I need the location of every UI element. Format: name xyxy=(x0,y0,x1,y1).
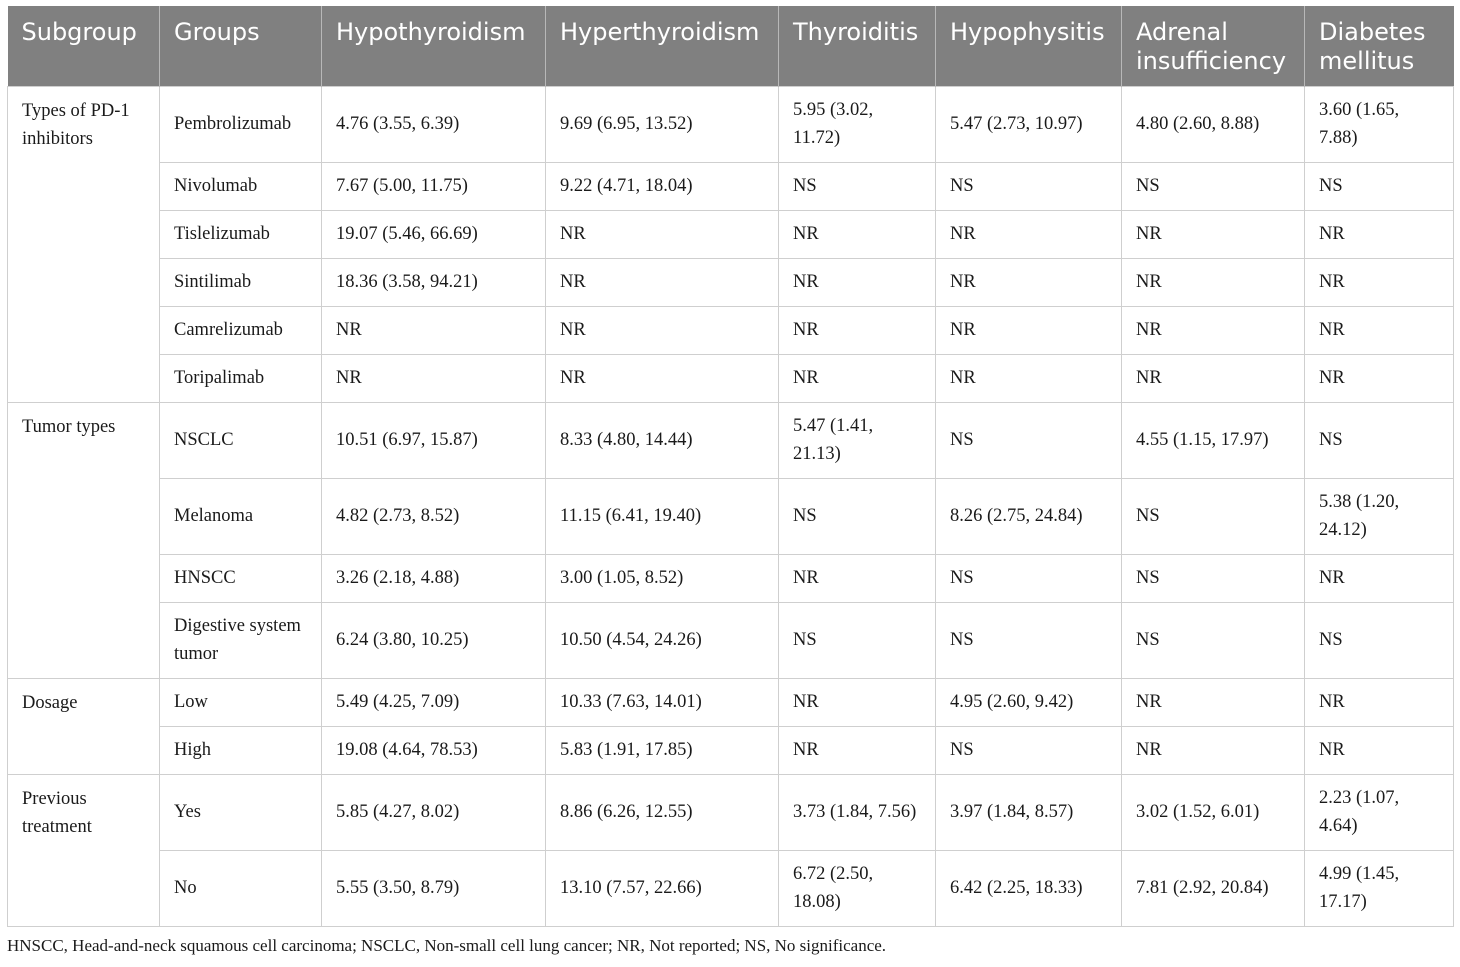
subgroup-cell: Dosage xyxy=(8,679,160,775)
subgroup-cell: Types of PD-1 inhibitors xyxy=(8,87,160,403)
table-row xyxy=(8,679,1454,727)
table-body xyxy=(8,87,1454,927)
table-container xyxy=(7,6,1453,927)
value-cell: NR xyxy=(779,307,936,355)
value-cell: NR xyxy=(546,211,779,259)
group-cell: High xyxy=(160,727,322,775)
value-cell: NR xyxy=(779,355,936,403)
group-cell: Nivolumab xyxy=(160,163,322,211)
group-cell: Tislelizumab xyxy=(160,211,322,259)
value-cell: NR xyxy=(1305,211,1454,259)
header-cell: Thyroiditis xyxy=(779,6,936,87)
value-cell: 18.36 (3.58, 94.21) xyxy=(322,259,546,307)
value-cell: NS xyxy=(779,479,936,555)
value-cell: NR xyxy=(779,211,936,259)
value-cell: 11.15 (6.41, 19.40) xyxy=(546,479,779,555)
value-cell: 4.80 (2.60, 8.88) xyxy=(1122,87,1305,163)
group-cell: HNSCC xyxy=(160,555,322,603)
value-cell: NS xyxy=(936,603,1122,679)
value-cell: NR xyxy=(936,259,1122,307)
value-cell: NR xyxy=(936,355,1122,403)
value-cell: NS xyxy=(936,727,1122,775)
value-cell: 5.47 (2.73, 10.97) xyxy=(936,87,1122,163)
value-cell: 4.82 (2.73, 8.52) xyxy=(322,479,546,555)
value-cell: 8.86 (6.26, 12.55) xyxy=(546,775,779,851)
group-cell: Sintilimab xyxy=(160,259,322,307)
value-cell: NR xyxy=(546,307,779,355)
table-row xyxy=(8,307,1454,355)
value-cell: 5.47 (1.41, 21.13) xyxy=(779,403,936,479)
header-cell: Hypophysitis xyxy=(936,6,1122,87)
group-cell: Pembrolizumab xyxy=(160,87,322,163)
value-cell: 5.85 (4.27, 8.02) xyxy=(322,775,546,851)
value-cell: 4.76 (3.55, 6.39) xyxy=(322,87,546,163)
value-cell: 6.42 (2.25, 18.33) xyxy=(936,851,1122,927)
group-cell: Yes xyxy=(160,775,322,851)
value-cell: NR xyxy=(1305,555,1454,603)
value-cell: NR xyxy=(1305,355,1454,403)
value-cell: NR xyxy=(779,259,936,307)
group-cell: Low xyxy=(160,679,322,727)
subgroup-cell: Tumor types xyxy=(8,403,160,679)
value-cell: NS xyxy=(1122,479,1305,555)
value-cell: 3.00 (1.05, 8.52) xyxy=(546,555,779,603)
table-row xyxy=(8,211,1454,259)
value-cell: 2.23 (1.07, 4.64) xyxy=(1305,775,1454,851)
value-cell: 5.83 (1.91, 17.85) xyxy=(546,727,779,775)
table-row xyxy=(8,851,1454,927)
value-cell: 3.97 (1.84, 8.57) xyxy=(936,775,1122,851)
header-cell: Adrenal insufficiency xyxy=(1122,6,1305,87)
value-cell: 3.26 (2.18, 4.88) xyxy=(322,555,546,603)
header-cell: Groups xyxy=(160,6,322,87)
group-cell: No xyxy=(160,851,322,927)
table-row xyxy=(8,479,1454,555)
value-cell: 5.55 (3.50, 8.79) xyxy=(322,851,546,927)
table-row xyxy=(8,727,1454,775)
value-cell: 4.95 (2.60, 9.42) xyxy=(936,679,1122,727)
group-cell: Camrelizumab xyxy=(160,307,322,355)
value-cell: NS xyxy=(1122,603,1305,679)
value-cell: 3.60 (1.65, 7.88) xyxy=(1305,87,1454,163)
value-cell: NS xyxy=(1305,603,1454,679)
group-cell: Melanoma xyxy=(160,479,322,555)
value-cell: NS xyxy=(1305,403,1454,479)
header-cell: Hypothyroidism xyxy=(322,6,546,87)
value-cell: NR xyxy=(779,679,936,727)
subgroup-cell: Previous treatment xyxy=(8,775,160,927)
value-cell: NR xyxy=(779,555,936,603)
value-cell: NR xyxy=(779,727,936,775)
value-cell: NS xyxy=(936,555,1122,603)
value-cell: NR xyxy=(936,307,1122,355)
table-row xyxy=(8,555,1454,603)
header-cell: Hyperthyroidism xyxy=(546,6,779,87)
table-row xyxy=(8,355,1454,403)
table-row xyxy=(8,775,1454,851)
group-cell: NSCLC xyxy=(160,403,322,479)
value-cell: 5.95 (3.02, 11.72) xyxy=(779,87,936,163)
value-cell: 9.69 (6.95, 13.52) xyxy=(546,87,779,163)
value-cell: NS xyxy=(779,603,936,679)
value-cell: NS xyxy=(936,163,1122,211)
value-cell: 10.51 (6.97, 15.87) xyxy=(322,403,546,479)
value-cell: 13.10 (7.57, 22.66) xyxy=(546,851,779,927)
value-cell: NR xyxy=(936,211,1122,259)
value-cell: NS xyxy=(1122,163,1305,211)
value-cell: 19.08 (4.64, 78.53) xyxy=(322,727,546,775)
header-cell: Diabetes mellitus xyxy=(1305,6,1454,87)
value-cell: 8.33 (4.80, 14.44) xyxy=(546,403,779,479)
value-cell: 10.50 (4.54, 24.26) xyxy=(546,603,779,679)
value-cell: NR xyxy=(1122,211,1305,259)
value-cell: NR xyxy=(1122,307,1305,355)
value-cell: 8.26 (2.75, 24.84) xyxy=(936,479,1122,555)
table-footnote: HNSCC, Head-and-neck squamous cell carcinoma; NSCLC, Non-small cell lung cancer; NR, Not reported; NS, No significance. xyxy=(7,936,887,955)
value-cell: 5.49 (4.25, 7.09) xyxy=(322,679,546,727)
table-row xyxy=(8,603,1454,679)
value-cell: 7.81 (2.92, 20.84) xyxy=(1122,851,1305,927)
value-cell: 7.67 (5.00, 11.75) xyxy=(322,163,546,211)
table-row xyxy=(8,259,1454,307)
value-cell: NR xyxy=(1305,259,1454,307)
value-cell: NR xyxy=(1305,679,1454,727)
value-cell: 3.73 (1.84, 7.56) xyxy=(779,775,936,851)
value-cell: NR xyxy=(1122,727,1305,775)
value-cell: 10.33 (7.63, 14.01) xyxy=(546,679,779,727)
value-cell: NR xyxy=(1305,727,1454,775)
value-cell: 9.22 (4.71, 18.04) xyxy=(546,163,779,211)
header-row xyxy=(8,6,1454,87)
value-cell: 19.07 (5.46, 66.69) xyxy=(322,211,546,259)
value-cell: NR xyxy=(1305,307,1454,355)
subgroup-analysis-table xyxy=(7,6,1454,927)
value-cell: NS xyxy=(779,163,936,211)
table-row xyxy=(8,87,1454,163)
value-cell: NR xyxy=(1122,679,1305,727)
value-cell: 4.55 (1.15, 17.97) xyxy=(1122,403,1305,479)
table-row xyxy=(8,403,1454,479)
header-cell: Subgroup xyxy=(8,6,160,87)
group-cell: Toripalimab xyxy=(160,355,322,403)
value-cell: NR xyxy=(1122,355,1305,403)
value-cell: 6.72 (2.50, 18.08) xyxy=(779,851,936,927)
value-cell: 6.24 (3.80, 10.25) xyxy=(322,603,546,679)
value-cell: NR xyxy=(546,355,779,403)
table-row xyxy=(8,163,1454,211)
value-cell: NR xyxy=(322,355,546,403)
group-cell: Digestive system tumor xyxy=(160,603,322,679)
value-cell: NR xyxy=(546,259,779,307)
value-cell: NR xyxy=(322,307,546,355)
value-cell: NR xyxy=(1122,259,1305,307)
value-cell: NS xyxy=(1305,163,1454,211)
value-cell: 5.38 (1.20, 24.12) xyxy=(1305,479,1454,555)
value-cell: 4.99 (1.45, 17.17) xyxy=(1305,851,1454,927)
value-cell: NS xyxy=(1122,555,1305,603)
value-cell: 3.02 (1.52, 6.01) xyxy=(1122,775,1305,851)
value-cell: NS xyxy=(936,403,1122,479)
